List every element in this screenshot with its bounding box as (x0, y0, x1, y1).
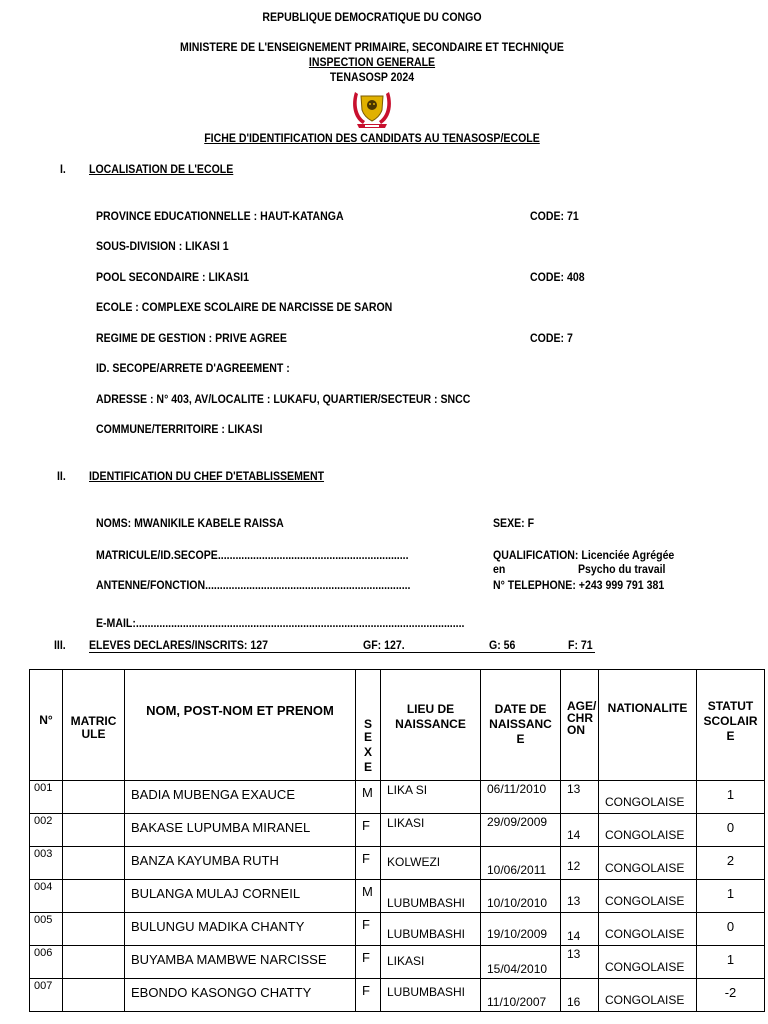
row-sexe-text: M (362, 785, 373, 800)
section-1-title: LOCALISATION DE L'ECOLE (89, 162, 234, 176)
row-number-text: 004 (34, 881, 53, 893)
row-name-text: BUYAMBA MAMBWE NARCISSE (131, 952, 327, 967)
row-date-text: 19/10/2009 (487, 927, 548, 941)
inspection-title: INSPECTION GENERALE (308, 55, 436, 69)
row-statut (697, 913, 765, 946)
row-number-text: 005 (34, 914, 53, 926)
section-3-number: III. (54, 638, 66, 652)
row-age (561, 781, 599, 814)
header-lieu: LIEU DE NAISSANCE (381, 670, 481, 781)
exam-title: TENASOSP 2024 (329, 70, 415, 84)
row-nationalite-text: CONGOLAISE (605, 993, 685, 1007)
id-secope-field: ID. SECOPE/ARRETE D'AGREEMENT : (96, 361, 290, 375)
province-code: CODE: 71 (530, 209, 579, 223)
row-sexe-text: F (362, 983, 370, 998)
email-field: E-MAIL:................................................................................................................ (96, 616, 465, 630)
row-number (30, 847, 63, 880)
row-lieu (381, 781, 481, 814)
row-name-text: BULUNGU MADIKA CHANTY (131, 919, 305, 934)
row-statut (697, 946, 765, 979)
row-date (481, 946, 561, 979)
table-row (30, 913, 765, 946)
row-nationalite (599, 913, 697, 946)
antenne-field: ANTENNE/FONCTION...................................................................... (96, 578, 411, 592)
row-statut-text: 1 (726, 886, 735, 901)
row-number (30, 880, 63, 913)
header-statut: STATUT SCOLAIR E (697, 670, 765, 781)
row-name (125, 913, 356, 946)
row-age-text: 16 (567, 995, 581, 1009)
row-nationalite (599, 781, 697, 814)
ministry-title: MINISTERE DE L'ENSEIGNEMENT PRIMAIRE, SECONDAIRE ET TECHNIQUE (180, 40, 564, 54)
row-lieu-text: LIKA SI (387, 783, 428, 797)
row-sexe (356, 781, 381, 814)
row-nationalite-text: CONGOLAISE (605, 795, 685, 809)
row-nationalite-text: CONGOLAISE (605, 861, 685, 875)
row-nationalite-text: CONGOLAISE (605, 828, 685, 842)
row-lieu-text: LUBUMBASHI (387, 985, 466, 999)
row-lieu (381, 880, 481, 913)
header-nationalite: NATIONALITE (599, 670, 697, 781)
row-sexe (356, 847, 381, 880)
row-statut-text: -2 (724, 985, 737, 1000)
row-statut-text: 2 (726, 853, 735, 868)
row-age-text: 13 (567, 782, 581, 796)
ecole-field: ECOLE : COMPLEXE SCOLAIRE DE NARCISSE DE SARON (96, 300, 393, 314)
row-matricule (63, 880, 125, 913)
g-count: G: 56 (489, 638, 516, 652)
row-lieu-text: LUBUMBASHI (387, 896, 466, 910)
row-lieu (381, 847, 481, 880)
header-age: AGE/ CHR ON (561, 670, 599, 781)
row-age-text: 14 (567, 929, 581, 943)
row-nationalite-text: CONGOLAISE (605, 894, 685, 908)
telephone-field: N° TELEPHONE: +243 999 791 381 (493, 578, 665, 592)
qualification-psycho: Psycho du travail (578, 562, 666, 576)
regime-field: REGIME DE GESTION : PRIVE AGREE (96, 331, 287, 345)
row-nationalite (599, 946, 697, 979)
header-num: N° (30, 670, 63, 781)
row-sexe (356, 880, 381, 913)
sous-division-field: SOUS-DIVISION : LIKASI 1 (96, 239, 229, 253)
row-number-text: 006 (34, 947, 53, 959)
row-age (561, 880, 599, 913)
row-date-text: 06/11/2010 (487, 782, 547, 796)
row-sexe-text: M (362, 884, 373, 899)
row-name-text: BADIA MUBENGA EXAUCE (131, 787, 295, 802)
section-3-underline (89, 652, 595, 653)
header-sexe: S E X E (356, 670, 381, 781)
row-statut (697, 880, 765, 913)
row-sexe (356, 946, 381, 979)
row-age-text: 12 (567, 859, 581, 873)
row-age (561, 847, 599, 880)
row-date (481, 814, 561, 847)
table-row (30, 880, 765, 913)
row-number (30, 979, 63, 1012)
gf-count: GF: 127. (363, 638, 405, 652)
row-statut-text: 0 (726, 820, 735, 835)
row-nationalite-text: CONGOLAISE (605, 960, 685, 974)
row-sexe-text: F (362, 818, 370, 833)
section-2-title: IDENTIFICATION DU CHEF D'ETABLISSEMENT (89, 469, 325, 483)
row-statut-text: 0 (726, 919, 735, 934)
row-sexe (356, 814, 381, 847)
row-nationalite-text: CONGOLAISE (605, 927, 685, 941)
row-lieu-text: LIKASI (387, 954, 425, 968)
table-row (30, 814, 765, 847)
row-matricule (63, 847, 125, 880)
row-lieu (381, 946, 481, 979)
row-sexe-text: F (362, 851, 370, 866)
row-sexe (356, 979, 381, 1012)
row-age (561, 946, 599, 979)
row-nationalite (599, 979, 697, 1012)
row-date (481, 847, 561, 880)
row-number-text: 003 (34, 848, 53, 860)
table-row (30, 946, 765, 979)
row-name (125, 781, 356, 814)
row-number-text: 007 (34, 980, 53, 992)
row-name (125, 979, 356, 1012)
pool-code: CODE: 408 (530, 270, 585, 284)
row-matricule (63, 913, 125, 946)
row-number (30, 781, 63, 814)
row-lieu-text: LIKASI (387, 816, 425, 830)
row-date-text: 29/09/2009 (487, 815, 548, 829)
row-number (30, 913, 63, 946)
qualification-field: QUALIFICATION: Licenciée Agrégée (493, 548, 675, 562)
row-statut-text: 1 (726, 952, 735, 967)
row-statut (697, 847, 765, 880)
header-nom: NOM, POST-NOM ET PRENOM (125, 670, 356, 781)
row-matricule (63, 814, 125, 847)
section-1-number: I. (60, 162, 66, 176)
row-lieu (381, 814, 481, 847)
row-name-text: EBONDO KASONGO CHATTY (131, 985, 312, 1000)
row-number-text: 001 (34, 782, 53, 794)
row-date-text: 10/06/2011 (487, 863, 547, 877)
section-2-number: II. (57, 469, 66, 483)
coat-of-arms-icon (349, 86, 395, 130)
country-title: REPUBLIQUE DEMOCRATIQUE DU CONGO (262, 10, 482, 24)
table-row (30, 781, 765, 814)
row-age (561, 913, 599, 946)
row-sexe-text: F (362, 917, 370, 932)
matricule-field: MATRICULE/ID.SECOPE................................................................. (96, 548, 409, 562)
row-date-text: 15/04/2010 (487, 962, 548, 976)
commune-field: COMMUNE/TERRITOIRE : LIKASI (96, 422, 263, 436)
row-lieu (381, 913, 481, 946)
row-age-text: 14 (567, 828, 581, 842)
regime-code: CODE: 7 (530, 331, 573, 345)
sexe-field: SEXE: F (493, 516, 535, 530)
row-matricule (63, 979, 125, 1012)
f-count: F: 71 (568, 638, 593, 652)
form-title: FICHE D'IDENTIFICATION DES CANDIDATS AU TENASOSP/ECOLE (204, 131, 540, 145)
qualification-en: en (493, 562, 506, 576)
row-lieu-text: KOLWEZI (387, 855, 441, 869)
row-nationalite (599, 814, 697, 847)
row-nationalite (599, 880, 697, 913)
row-statut (697, 979, 765, 1012)
row-nationalite (599, 847, 697, 880)
table-row (30, 979, 765, 1012)
row-statut (697, 814, 765, 847)
row-matricule (63, 781, 125, 814)
row-date (481, 880, 561, 913)
table-header-row (30, 670, 765, 781)
candidates-table (29, 669, 765, 1012)
row-name-text: BANZA KAYUMBA RUTH (131, 853, 279, 868)
pool-field: POOL SECONDAIRE : LIKASI1 (96, 270, 249, 284)
adresse-field: ADRESSE : N° 403, AV/LOCALITE : LUKAFU, QUARTIER/SECTEUR : SNCC (96, 392, 471, 406)
row-name-text: BULANGA MULAJ CORNEIL (131, 886, 301, 901)
row-name (125, 847, 356, 880)
row-number-text: 002 (34, 815, 53, 827)
row-age-text: 13 (567, 894, 581, 908)
row-name (125, 880, 356, 913)
table-row (30, 847, 765, 880)
row-name-text: BAKASE LUPUMBA MIRANEL (131, 820, 311, 835)
row-date (481, 913, 561, 946)
noms-field: NOMS: MWANIKILE KABELE RAISSA (96, 516, 284, 530)
row-sexe (356, 913, 381, 946)
row-matricule (63, 946, 125, 979)
row-date (481, 781, 561, 814)
row-lieu-text: LUBUMBASHI (387, 927, 466, 941)
row-date-text: 11/10/2007 (487, 995, 547, 1009)
row-date (481, 979, 561, 1012)
row-sexe-text: F (362, 950, 370, 965)
header-matricule: MATRIC ULE (63, 670, 125, 781)
row-statut (697, 781, 765, 814)
province-field: PROVINCE EDUCATIONNELLE : HAUT-KATANGA (96, 209, 344, 223)
header-date: DATE DE NAISSANC E (481, 670, 561, 781)
row-statut-text: 1 (726, 787, 735, 802)
row-number (30, 946, 63, 979)
eleves-declares: ELEVES DECLARES/INSCRITS: 127 (89, 638, 268, 652)
row-name (125, 814, 356, 847)
row-date-text: 10/10/2010 (487, 896, 548, 910)
row-age (561, 979, 599, 1012)
row-name (125, 946, 356, 979)
row-age (561, 814, 599, 847)
row-number (30, 814, 63, 847)
row-lieu (381, 979, 481, 1012)
row-age-text: 13 (567, 947, 581, 961)
